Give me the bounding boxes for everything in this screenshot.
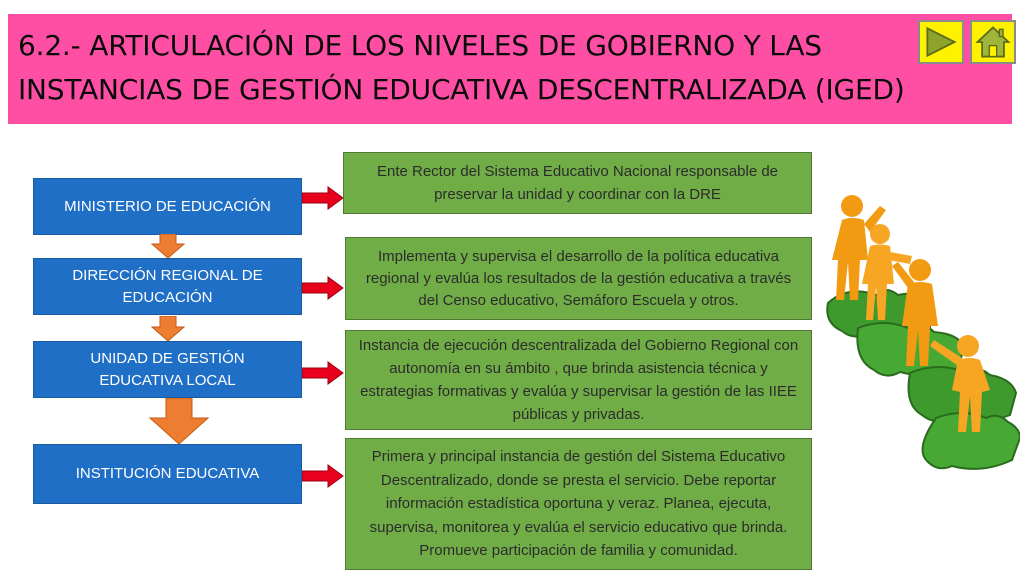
- next-slide-button[interactable]: [918, 20, 964, 64]
- desc-box-ugel: [345, 330, 812, 430]
- right-arrow-icon: [302, 464, 344, 488]
- title-banner: [8, 14, 1012, 124]
- desc-box-dre: [345, 237, 812, 320]
- level-label: INSTITUCIÓN EDUCATIVA: [75, 465, 260, 482]
- level-box-institucion: [33, 444, 302, 504]
- level-description: Implementa y supervisa el desarrollo de la política educativa regional y evalúa los resultados de la gestión educativa a través del Censo educativo, Semáforo Escuela y otros.: [365, 247, 792, 309]
- down-arrow-icon: [150, 316, 186, 341]
- down-arrow-icon: [148, 398, 210, 444]
- right-arrow-icon: [302, 186, 344, 210]
- puzzle-people-illustration: [818, 178, 1020, 488]
- right-arrow-icon: [302, 361, 344, 385]
- slide-title: 6.2.- ARTICULACIÓN DE LOS NIVELES DE GOBIERNO Y LAS INSTANCIAS DE GESTIÓN EDUCATIVA DESCENTRALIZADA (IGED): [18, 29, 905, 106]
- level-box-ugel: [33, 341, 302, 398]
- level-box-ministerio: [33, 178, 302, 235]
- level-label: DIRECCIÓN REGIONAL DE EDUCACIÓN: [72, 266, 263, 306]
- right-arrow-icon: [302, 276, 344, 300]
- down-arrow-icon: [150, 234, 186, 258]
- level-description: Instancia de ejecución descentralizada del Gobierno Regional con autonomía en su ámbito , que brinda asistencia técnica y estrategias formativas y evalúa y supervisar la gestión de las IIEE públicas y privadas.: [358, 337, 799, 423]
- level-label: MINISTERIO DE EDUCACIÓN: [64, 197, 271, 215]
- home-button[interactable]: [970, 20, 1016, 64]
- desc-box-institucion: [345, 438, 812, 570]
- level-label: UNIDAD DE GESTIÓN EDUCATIVA LOCAL: [90, 349, 245, 389]
- level-description: Primera y principal instancia de gestión del Sistema Educativo Descentralizado, donde se presta el servicio. Debe reportar información estadística oportuna y veraz. Planea, ejecuta, supervisa, monitorea y evalúa el servicio educativo que brinda. Promueve participación de familia y comunidad.: [369, 448, 788, 560]
- play-triangle-icon: [920, 22, 962, 62]
- home-icon: [972, 22, 1014, 62]
- desc-box-ministerio: [343, 152, 812, 214]
- level-description: Ente Rector del Sistema Educativo Nacional responsable de preservar la unidad y coordinar con la DRE: [376, 163, 779, 203]
- level-box-dre: [33, 258, 302, 315]
